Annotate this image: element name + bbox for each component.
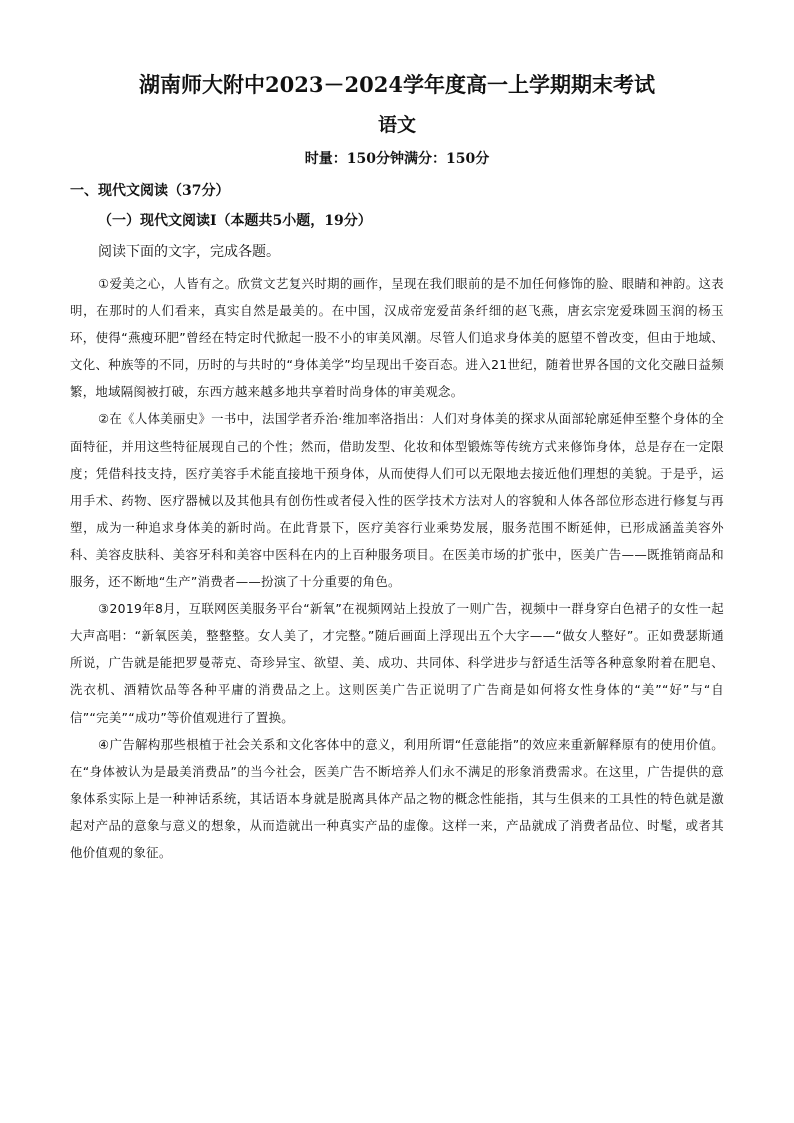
passage-paragraph-2: ②在《人体美丽史》一书中，法国学者乔治·维加率洛指出：人们对身体美的探求从面部轮廓延伸至整个身体的全面特征，并用这些特征展现自己的个性；然而，借助发型、化妆和体型锻炼等传统方式来修饰身体，总是存在一定限度；凭借科技支持，医疗美容手术能直接地干预身体，从而使得人们可以无限地去接近他们理想的美貌。于是乎，运用手术、药物、医疗器械以及其他具有创伤性或者侵入性的医学技术方法对人的容貌和人体各部位形态进行修复与再塑，成为一种追求身体美的新时尚。在此背景下，医疗美容行业乘势发展，服务范围不断延伸，已形成涵盖美容外科、美容皮肤科、美容牙科和美容中医科在内的上百种服务项目。在医美市场的扩张中，医美广告——既推销商品和服务，还不断地“生产”消费者——扮演了十分重要的角色。 bbox=[70, 411, 724, 590]
reading-instruction: 阅读下面的文字，完成各题。 bbox=[98, 244, 280, 260]
subject-title: 语文 bbox=[377, 114, 416, 136]
subsection-heading: （一）现代文阅读Ⅰ（本题共5小题，19分） bbox=[98, 213, 372, 229]
exam-time-score: 时量：150分钟满分：150分 bbox=[304, 151, 490, 167]
exam-title: 湖南师大附中2023－2024学年度高一上学期期末考试 bbox=[139, 72, 655, 97]
reading-passage bbox=[70, 270, 724, 866]
passage-paragraph-1: ①爱美之心，人皆有之。欣赏文艺复兴时期的画作，呈现在我们眼前的是不加任何修饰的脸、眼睛和神韵。这表明，在那时的人们看来，真实自然是最美的。在中国，汉成帝宠爱苗条纤细的赵飞燕，唐玄宗宠爱珠圆玉润的杨玉环，使得“燕瘦环肥”曾经在特定时代掀起一股不小的审美风潮。尽管人们追求身体美的愿望不曾改变，但由于地域、文化、种族等的不同，历时的与共时的“身体美学”均呈现出千姿百态。进入21世纪，随着世界各国的文化交融日益频繁，地域隔阂被打破，东西方越来越多地共享着时尚身体的审美观念。 bbox=[70, 276, 724, 400]
passage-paragraph-4: ④广告解构那些根植于社会关系和文化客体中的意义，利用所谓“任意能指”的效应来重新解释原有的使用价值。在“身体被认为是最美消费品”的当今社会，医美广告不断培养人们永不满足的形象消费需求。在这里，广告提供的意象体系实际上是一种神话系统，其话语本身就是脱离具体产品之物的概念性能指，其与生俱来的工具性的特色就是激起对产品的意象与意义的想象，从而造就出一种真实产品的虚像。这样一来，产品就成了消费者品位、时髦，或者其他价值观的象征。 bbox=[70, 736, 724, 860]
section-heading: 一、现代文阅读（37分） bbox=[70, 183, 230, 199]
passage-paragraph-3: ③2019年8月，互联网医美服务平台“新氧”在视频网站上投放了一则广告，视频中一群身穿白色裙子的女性一起大声高唱：“新氧医美，整整整。女人美了，才完整。”随后画面上浮现出五个大字——“做女人整好”。正如费瑟斯通所说，广告就是能把罗曼蒂克、奇珍异宝、欲望、美、成功、共同体、科学进步与舒适生活等各种意象附着在肥皂、洗衣机、酒精饮品等各种平庸的消费品之上。这则医美广告正说明了广告商是如何将女性身体的“美”“好”与“自信”“完美”“成功”等价值观进行了置换。 bbox=[70, 601, 724, 725]
